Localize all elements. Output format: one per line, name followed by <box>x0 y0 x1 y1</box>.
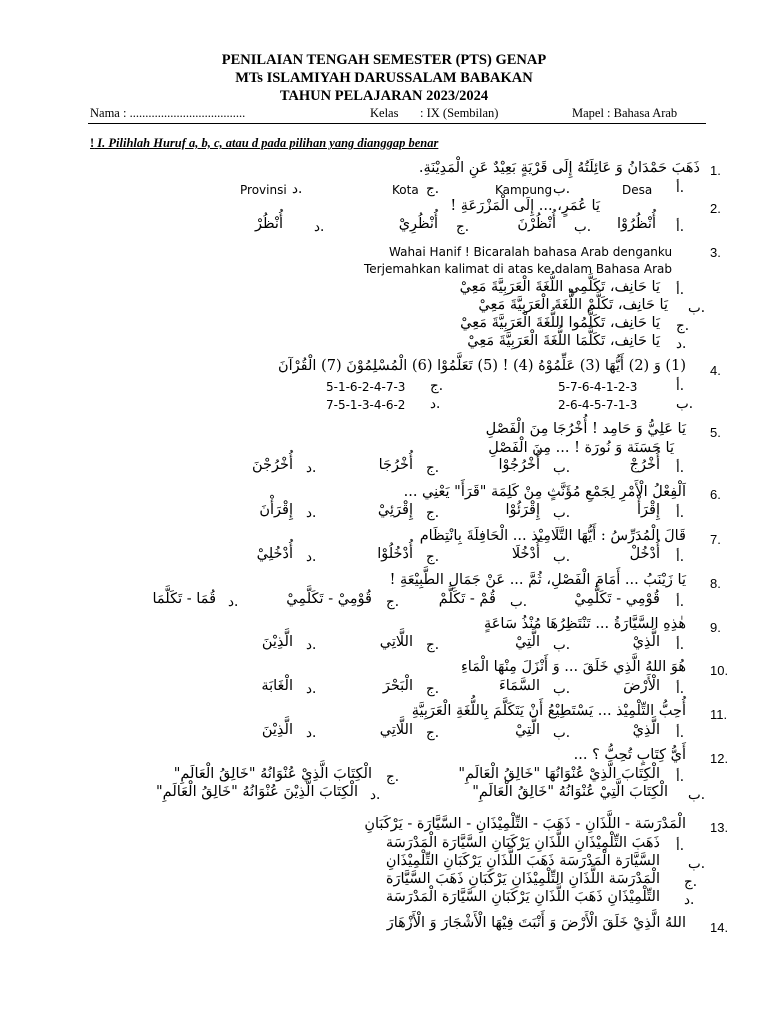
q13-text: الْمَدْرَسَة - اللَّذَانِ - ذَهَبَ - التِّلْمِيْذَانِ - السَّيَّارَة - يَرْكَبَانِ <box>364 816 686 832</box>
q6-option-a: إِقْرَأْ <box>637 502 660 518</box>
q12-mark-b: ب. <box>688 787 706 803</box>
q6-mark-a: أ. <box>676 505 685 521</box>
q12-option-b: الْكِتَابَ الَّتِيْ عُنْوَانُهُ "خَالِقُ الْعَالَمِ" <box>472 784 668 800</box>
q10-mark-c: ج. <box>426 681 440 697</box>
q12-option-d: الْكِتَابَ الَّذِيْنَ عُنْوَانُهُ "خَالِقُ الْعَالَمِ" <box>156 784 358 800</box>
q6-mark-d: د. <box>306 505 317 521</box>
q13-option-c: الْمَدْرَسَة اللَّذَانِ التِّلْمِيْذَانِ يَرْكَبَانِ ذَهَبَ السَّيَّارَة <box>385 871 660 887</box>
q8-mark-d: د. <box>228 594 239 610</box>
q4-mark-a: أ. <box>676 378 685 394</box>
q12-mark-d: د. <box>370 787 381 803</box>
q4-number: 4. <box>710 363 721 378</box>
q11-text: أُحِبُّ التِّلْمِيْذ ... يَسْتَطِيْعُ أَنْ يَتَكَلَّمَ بِاللُّغَةِ الْعَرَبِيَّةِ <box>411 703 686 719</box>
q8-mark-a: أ. <box>676 594 685 610</box>
q8-option-d: قُمَا - تَكَلَّمَا <box>152 591 216 607</box>
q8-option-c: قُوْمِيْ - تَكَلَّمِيْ <box>286 591 372 607</box>
q3-option-c: يَا حَانِف، تَكَلَّمُوا اللُّغَةَ الْعَرَبِيَّةَ مَعِيْ <box>460 315 660 331</box>
q4-option-c: 5-1-6-2-4-7-3 <box>326 380 406 394</box>
q8-mark-b: ب. <box>510 594 528 610</box>
q2-text: يَا عُمَرٍ، ... إِلَى الْمَزْرَعَةِ ! <box>450 198 600 214</box>
q5-mark-a: أ. <box>676 460 685 476</box>
q13-mark-a: أ. <box>676 838 685 854</box>
q4-mark-b: ب. <box>676 396 694 412</box>
q5-option-c: أُخْرُجَا <box>378 457 413 473</box>
q9-mark-c: ج. <box>426 637 440 653</box>
q1-option-b: Kampung <box>495 183 553 197</box>
instruction <box>90 136 438 151</box>
q10-mark-d: د. <box>306 681 317 697</box>
q6-option-c: إِقْرَئِيْ <box>377 502 413 518</box>
q3-mark-a: أ. <box>676 282 685 298</box>
q11-option-d: الَّذِيْنَ <box>261 722 293 738</box>
q7-option-d: أُدْخُلِيْ <box>256 546 293 562</box>
q3-option-a: يَا حَانِف، تَكَلَّمِي اللُّغَةَ الْعَرَبِيَّةَ مَعِيْ <box>459 279 660 295</box>
q12-mark-c: ج. <box>386 769 400 785</box>
q9-option-c: اللَّاتِي <box>379 634 413 650</box>
q8-text: يَا زَيْنَبُ ... أَمَامَ الْفَصْلِ، ثُمَّ ... عَنْ جَمَالِ الطَّبِيْعَةِ ! <box>389 572 686 588</box>
q13-mark-c: ج. <box>684 874 698 890</box>
q5-number: 5. <box>710 425 721 440</box>
q5-text-2: يَا حَسَنَة وَ نُورَة ! ... مِنَ الْفَصْلِ <box>488 440 674 456</box>
q7-mark-b: ب. <box>553 549 571 565</box>
class-label: Kelas <box>370 106 399 120</box>
q13-mark-d: د. <box>684 892 695 908</box>
q7-number: 7. <box>710 532 721 547</box>
q11-mark-d: د. <box>306 725 317 741</box>
q4-option-d: 7-5-1-3-4-6-2 <box>326 398 406 412</box>
q9-option-d: الَّذِيْنَ <box>261 634 293 650</box>
q2-mark-d: د. <box>314 219 325 235</box>
q10-mark-a: أ. <box>676 681 685 697</box>
q14-text: اللهُ الَّذِيْ خَلَقَ الْأَرْضَ وَ أَنْبَتَ فِيْهَا الْأَشْجَارَ وَ الْأَزْهَارَ <box>386 915 686 931</box>
q7-option-c: أُدْخُلُوْا <box>377 546 413 562</box>
class-value: : IX (Sembilan) <box>420 106 499 120</box>
q8-number: 8. <box>710 576 721 591</box>
q1-option-c: Kota <box>392 183 419 197</box>
q9-mark-d: د. <box>306 637 317 653</box>
q5-option-a: أُخْرُجْ <box>629 457 660 473</box>
q14-number: 14. <box>710 920 729 935</box>
q5-mark-d: د. <box>306 460 317 476</box>
q5-option-b: أُخْرُجُوْا <box>498 457 540 473</box>
q13-option-d: التِّلْمِيْذَانِ ذَهَبَ اللَّذَانِ يَرْكَبَانِ السَّيَّارَة الْمَدْرَسَة <box>385 889 660 905</box>
q8-mark-c: ج. <box>386 594 400 610</box>
q3-mark-b: ب. <box>688 300 706 316</box>
q12-option-a: الْكِتَابَ الَّذِيْ عُنْوَانُهَا "خَالِقُ الْعَالَمِ" <box>458 766 660 782</box>
q10-option-b: السَّمَاءَ <box>498 678 540 694</box>
q3-mark-c: ج. <box>676 318 690 334</box>
q2-option-a: أُنْظُرُوْا <box>617 216 656 232</box>
exam-title: PENILAIAN TENGAH SEMESTER (PTS) GENAP <box>221 52 547 68</box>
q2-option-c: أُنْظُرِيْ <box>398 216 438 232</box>
q9-text: هٰذِهِ السَّيَّارَةُ ... تَنْتَظِرُهَا مُنْذُ سَاعَةٍ <box>484 616 686 632</box>
q10-text: هُوَ اللهُ الَّذِي خَلَقَ ... وَ أَنْزَلَ مِنْهَا الْمَاءِ <box>460 659 686 675</box>
q11-option-c: اللَّاتِي <box>379 722 413 738</box>
q9-option-a: الَّذِيْ <box>632 634 660 650</box>
q3-mark-d: د. <box>676 336 687 352</box>
q9-option-b: الَّتِيْ <box>515 634 540 650</box>
name-field: Nama : ..................................... <box>90 106 246 120</box>
q13-number: 13. <box>710 820 729 835</box>
q7-mark-d: د. <box>306 549 317 565</box>
q4-mark-d: د. <box>430 396 441 412</box>
q2-mark-a: أ. <box>676 219 685 235</box>
school-name: MTs ISLAMIYAH DARUSSALAM BABAKAN <box>235 70 533 86</box>
q3-prompt: Wahai Hanif ! Bicaralah bahasa Arab denganku <box>389 245 673 259</box>
q6-mark-c: ج. <box>426 505 440 521</box>
q2-number: 2. <box>710 201 721 216</box>
q11-option-a: الَّذِيْ <box>632 722 660 738</box>
q13-option-b: السَّيَّارَة الْمَدْرَسَة ذَهَبَ اللَّذَانِ يَرْكَبَانِ التِّلْمِيْذَانِ <box>385 853 660 869</box>
q9-mark-b: ب. <box>553 637 571 653</box>
q3-option-b: يَا حَانِف، تَكَلَّمْ اللُّغَةَ الْعَرَبِيَّةَ مَعِيْ <box>478 297 668 313</box>
q2-option-d: أُنْظُرْ <box>255 216 283 232</box>
q5-option-d: أُخْرُجْنَ <box>252 457 293 473</box>
q10-number: 10. <box>710 663 729 678</box>
q1-mark-b: ب. <box>553 181 571 197</box>
q6-number: 6. <box>710 487 721 502</box>
q7-text: قَالَ الْمُدَرِّسُ : أَيُّهَا التَّلَامِيْذ ... الْحَافِلَةَ بِانْتِظَام <box>419 528 686 544</box>
academic-year: TAHUN PELAJARAN 2023/2024 <box>279 88 489 104</box>
q11-mark-b: ب. <box>553 725 571 741</box>
q10-option-a: الْأَرْضَ <box>623 678 660 694</box>
q6-mark-b: ب. <box>553 505 571 521</box>
q12-number: 12. <box>710 751 729 766</box>
q6-option-b: إِقْرَئُوْا <box>505 502 540 518</box>
q1-text: ذَهَبَ حَمْدَانُ وَ عَائِلَتُهُ إِلَى قَرْيَةٍ بَعِيْدٌ عَنِ الْمَدِيْنَةِ. <box>418 160 700 176</box>
q13-option-a: ذَهَبَ التِّلْمِيْذَانِ اللَّذَانِ يَرْكَبَانِ السَّيَّارَة الْمَدْرَسَة <box>385 835 660 851</box>
q5-mark-c: ج. <box>426 460 440 476</box>
q4-option-a: 5-7-6-4-1-2-3 <box>558 380 638 394</box>
q1-option-a: Desa <box>622 183 653 197</box>
q9-mark-a: أ. <box>676 637 685 653</box>
q2-mark-b: ب. <box>574 219 592 235</box>
header-divider <box>88 123 706 124</box>
q4-mark-c: ج. <box>430 378 444 394</box>
q7-mark-c: ج. <box>426 549 440 565</box>
q12-mark-a: أ. <box>676 769 685 785</box>
q11-option-b: الَّتِيْ <box>515 722 540 738</box>
q4-text: (1) وَ (2) أَيُّهَا (3) عَلِّمُوْهُ (4) ! (5) تَعَلَّمُوْا (6) الْمُسْلِمُوْنَ (7) الْقُرْآنَ <box>277 358 686 374</box>
subject-field: Mapel : Bahasa Arab <box>572 106 678 120</box>
q10-option-d: الْغَابَة <box>261 678 293 694</box>
q1-mark-d: د. <box>292 181 303 197</box>
q3-number: 3. <box>710 245 721 260</box>
q1-mark-a: أ. <box>676 180 685 196</box>
instruction-text: I. Pilihlah Huruf a, b, c, atau d pada pilihan yang dianggap benar <box>94 136 439 150</box>
q6-text: اَلْفِعْلُ الْأَمْرِ لِجَمْعِ مُؤَنَّثٍ مِنْ كَلِمَة "قَرَأَ" يَعْنِي ... <box>403 484 686 500</box>
q11-mark-c: ج. <box>426 725 440 741</box>
q10-mark-b: ب. <box>553 681 571 697</box>
q3-instruction: Terjemahkan kalimat di atas ke dalam Bahasa Arab <box>364 262 673 276</box>
q5-text: يَا عَلِيُّ وَ حَامِد ! أُخْرُجَا مِنَ الْفَصْلِ <box>485 421 686 437</box>
q4-option-b: 2-6-4-5-7-1-3 <box>558 398 638 412</box>
q12-option-c: الْكِتَابَ الَّذِيْ عُنْوَانُهُ "خَالِقُ الْعَالَمِ" <box>173 766 372 782</box>
q11-mark-a: أ. <box>676 725 685 741</box>
q13-mark-b: ب. <box>688 856 706 872</box>
instruction-mark: ! <box>90 136 95 150</box>
q8-option-a: قُوْمِي - تَكَلَّمِيْ <box>574 591 660 607</box>
q12-text: أَيُّ كِتَابٍ تُحِبُّ ؟ ... <box>573 747 686 763</box>
q8-option-b: قُمْ - تَكَلَّمْ <box>438 591 496 607</box>
q2-option-b: أُنْظُرْنَ <box>517 216 556 232</box>
q7-option-a: أُدْخُلْ <box>629 546 660 562</box>
q2-mark-c: ج. <box>456 219 470 235</box>
q1-number: 1. <box>710 163 721 178</box>
q7-mark-a: أ. <box>676 549 685 565</box>
q6-option-d: إِقْرَأْنَ <box>259 502 293 518</box>
q5-mark-b: ب. <box>553 460 571 476</box>
q1-option-d: Provinsi <box>240 183 287 197</box>
q10-option-c: الْبَحْرَ <box>382 678 413 694</box>
q9-number: 9. <box>710 620 721 635</box>
q11-number: 11. <box>710 707 728 722</box>
q3-option-d: يَا حَانِف، تَكَلَّمَا اللُّغَةَ الْعَرَبِيَّةَ مَعِيْ <box>467 333 660 349</box>
q7-option-b: أُدْخُلَا <box>511 546 540 562</box>
q1-mark-c: ج. <box>426 181 440 197</box>
